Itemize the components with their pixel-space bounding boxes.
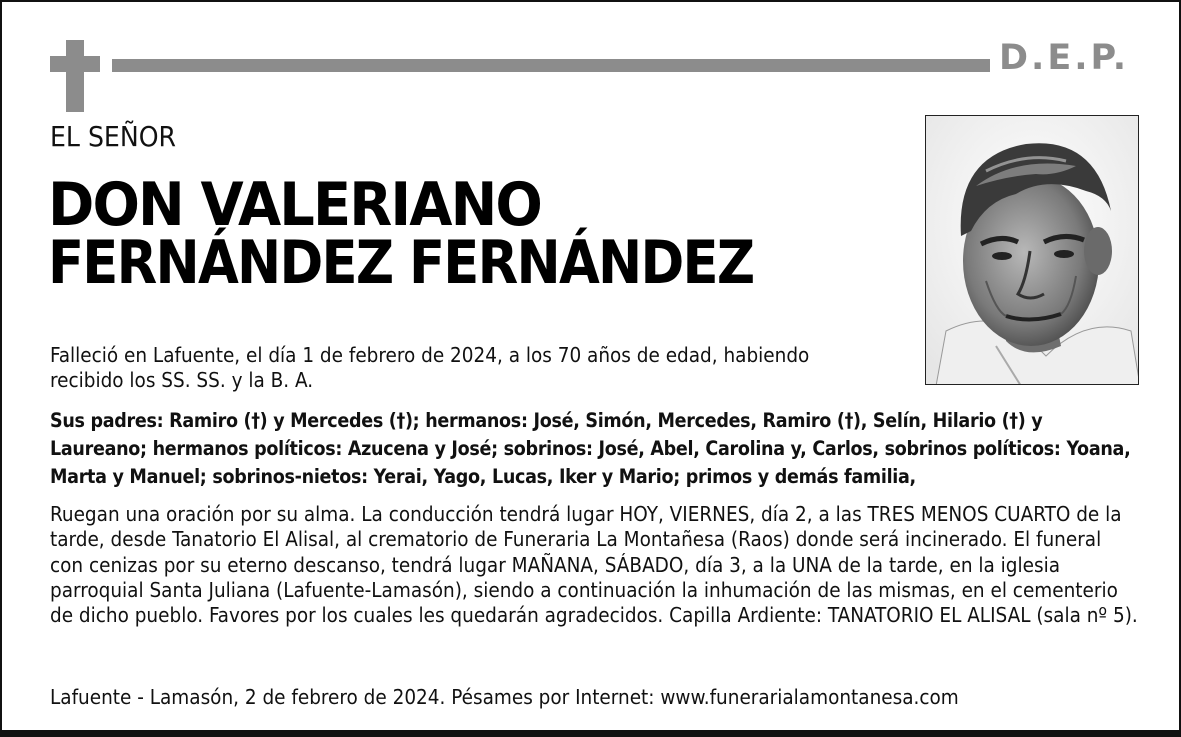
- family-list: Sus padres: Ramiro (†) y Mercedes (†); hermanos: José, Simón, Mercedes, Ramiro (†), Selín, Hilario (†) y Laureano; hermanos políticos: Azucena y José; sobrinos: José, Abel, Carolina y, Carlos, sobrinos políticos: Yoana, Marta y Manuel; sobrinos-nietos: Yerai, Yago, Lucas, Iker y Mario; primos y demás familia,: [50, 409, 1131, 488]
- death-notice: Falleció en Lafuente, el día 1 de febrero de 2024, a los 70 años de edad, habiendo recibido los SS. SS. y la B. A.: [50, 343, 810, 392]
- header-rule: [112, 59, 990, 72]
- honorific: EL SEÑOR: [50, 120, 177, 153]
- cross-icon: [50, 40, 100, 112]
- portrait-photo: [925, 115, 1139, 385]
- service-details: Ruegan una oración por su alma. La conducción tendrá lugar HOY, VIERNES, día 2, a las TRES MENOS CUARTO de la tarde, desde Tanatorio El Alisal, al crematorio de Funeraria La Montañesa (Raos) donde será incinerado. El funeral con cenizas por su eterno descanso, tendrá lugar MAÑANA, SÁBADO, día 3, a la UNA de la tarde, en la iglesia parroquial Santa Juliana (Lafuente-Lamasón), siendo a continuación la inhumación de las mismas, en el cementerio de dicho pueblo. Favores por los cuales les quedarán agradecidos. Capilla Ardiente: TANATORIO EL ALISAL (sala nº 5).: [50, 502, 1138, 628]
- footer-line: Lafuente - Lamasón, 2 de febrero de 2024. Pésames por Internet: www.funerarialamontanesa.com: [50, 685, 959, 709]
- deceased-name-line2: FERNÁNDEZ FERNÁNDEZ: [48, 228, 754, 298]
- deceased-name-line1: DON VALERIANO: [48, 170, 542, 240]
- dep-label: D.E.P.: [999, 38, 1130, 78]
